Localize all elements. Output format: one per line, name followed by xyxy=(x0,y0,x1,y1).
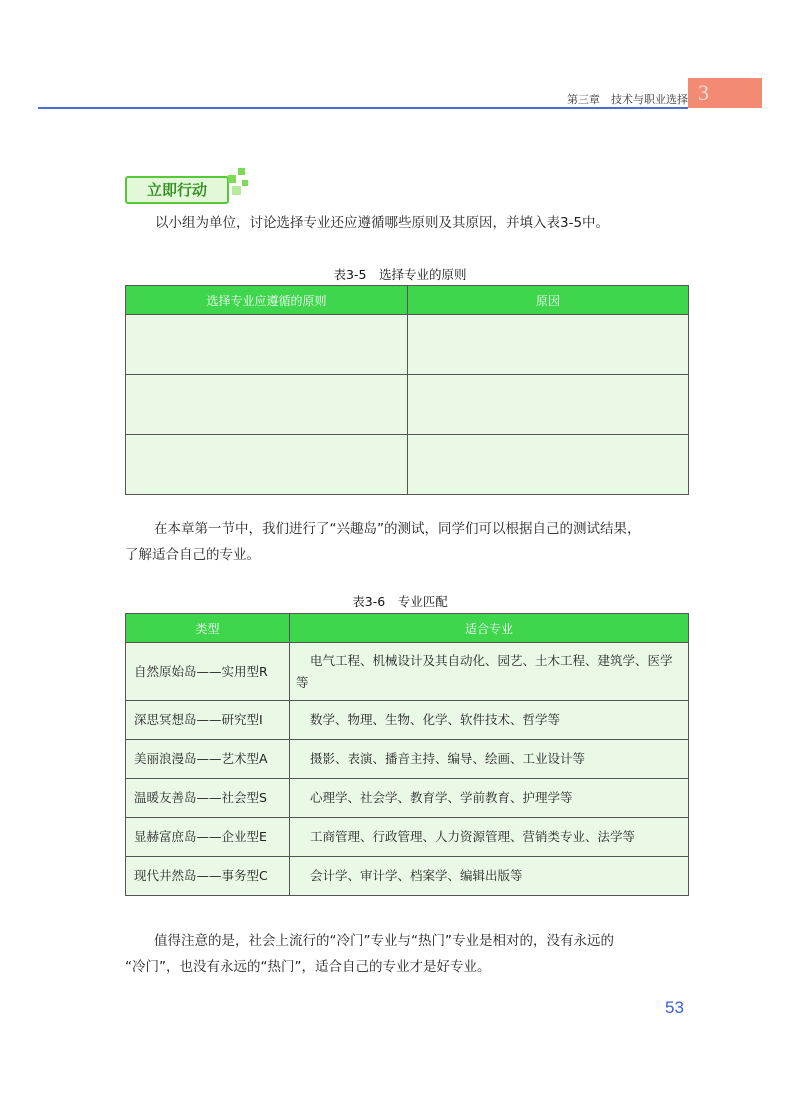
header-divider xyxy=(38,107,688,109)
table-row xyxy=(126,740,689,779)
table5-cell[interactable] xyxy=(126,315,408,375)
paragraph-line: “冷门”，也没有永远的“热门”，适合自己的专业才是好专业。 xyxy=(125,959,491,975)
paragraph-line: 在本章第一节中，我们进行了“兴趣岛”的测试，同学们可以根据自己的测试结果， xyxy=(154,521,641,537)
badge-decoration xyxy=(242,180,248,186)
table6-caption: 表3-6 专业匹配 xyxy=(352,594,448,609)
chapter-title: 第三章 技术与职业选择 xyxy=(567,93,688,106)
table-row xyxy=(126,643,689,701)
action-badge: 立即行动 xyxy=(125,176,229,204)
table-row xyxy=(126,857,689,896)
action-instruction: 以小组为单位，讨论选择专业还应遵循哪些原则及其原因，并填入表3-5中。 xyxy=(155,215,610,231)
table5-header-reason: 原因 xyxy=(408,286,689,315)
suitable-majors: 心理学、社会学、教育学、学前教育、护理学等 xyxy=(290,779,689,818)
table5-cell[interactable] xyxy=(408,315,689,375)
suitable-majors: 电气工程、机械设计及其自动化、园艺、土木工程、建筑学、医学等 xyxy=(290,643,689,701)
island-type: 深思冥想岛——研究型I xyxy=(126,701,290,740)
table5-cell[interactable] xyxy=(408,435,689,495)
island-type: 美丽浪漫岛——艺术型A xyxy=(126,740,290,779)
table5-cell[interactable] xyxy=(126,435,408,495)
badge-decoration xyxy=(238,168,245,175)
table-3-6 xyxy=(125,613,689,896)
badge-decoration xyxy=(232,186,241,195)
paragraph-line: 了解适合自己的专业。 xyxy=(125,547,260,563)
suitable-majors: 数学、物理、生物、化学、软件技术、哲学等 xyxy=(290,701,689,740)
island-type: 显赫富庶岛——企业型E xyxy=(126,818,290,857)
table-3-5 xyxy=(125,285,689,495)
suitable-majors: 会计学、审计学、档案学、编辑出版等 xyxy=(290,857,689,896)
table5-header-principle: 选择专业应遵循的原则 xyxy=(126,286,408,315)
table-row xyxy=(126,818,689,857)
island-type: 现代井然岛——事务型C xyxy=(126,857,290,896)
paragraph-interest-island xyxy=(125,516,641,568)
suitable-majors: 摄影、表演、播音主持、编导、绘画、工业设计等 xyxy=(290,740,689,779)
chapter-tab: 3 xyxy=(688,78,762,108)
table6-header-type: 类型 xyxy=(126,614,290,643)
table-row xyxy=(126,779,689,818)
page-number: 53 xyxy=(665,998,684,1017)
table-row xyxy=(126,315,689,375)
table5-caption: 表3-5 选择专业的原则 xyxy=(333,267,467,282)
paragraph-line: 值得注意的是，社会上流行的“冷门”专业与“热门”专业是相对的，没有永远的 xyxy=(154,933,614,949)
table-row xyxy=(126,701,689,740)
table5-cell[interactable] xyxy=(126,375,408,435)
table5-cell[interactable] xyxy=(408,375,689,435)
table6-header-majors: 适合专业 xyxy=(290,614,689,643)
paragraph-note xyxy=(125,928,614,980)
suitable-majors: 工商管理、行政管理、人力资源管理、营销类专业、法学等 xyxy=(290,818,689,857)
island-type: 温暖友善岛——社会型S xyxy=(126,779,290,818)
badge-decoration xyxy=(228,175,236,183)
island-type: 自然原始岛——实用型R xyxy=(126,643,290,701)
table-row xyxy=(126,375,689,435)
table-row xyxy=(126,435,689,495)
